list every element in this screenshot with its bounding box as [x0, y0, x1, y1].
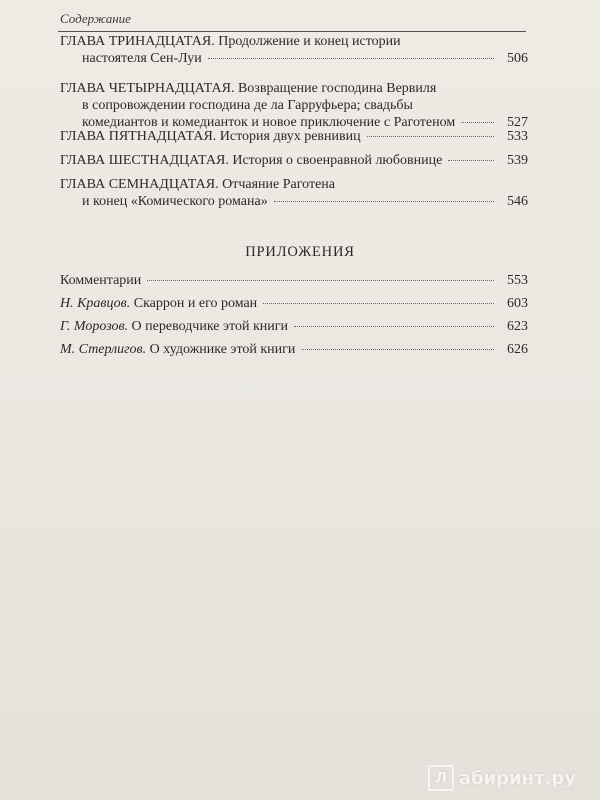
- toc-entry-chapter-13: [60, 33, 528, 67]
- page-number: 527: [507, 115, 528, 130]
- toc-entry-chapter-17: [60, 176, 528, 210]
- leader-dots: [208, 57, 494, 59]
- toc-line: Комментарии: [60, 273, 142, 288]
- toc-entry-chapter-16: [60, 152, 528, 169]
- page-number: 546: [507, 194, 528, 209]
- header-rule: [58, 31, 526, 32]
- leader-dots: [294, 325, 494, 327]
- page-number: 539: [507, 153, 528, 168]
- page-number: 553: [507, 273, 528, 288]
- toc-line: О переводчике этой книги: [131, 319, 288, 334]
- toc-entry-chapter-15: [60, 128, 528, 145]
- page-number: 603: [507, 296, 528, 311]
- leader-dots: [301, 348, 494, 350]
- leader-dots: [461, 121, 494, 123]
- labirint-logo-icon: Л: [428, 765, 454, 791]
- toc-entry-appendix: [60, 295, 528, 312]
- toc-line: и конец «Комического романа»: [82, 194, 268, 209]
- appendix-heading: ПРИЛОЖЕНИЯ: [245, 244, 355, 260]
- toc-entry-appendix: [60, 318, 528, 335]
- toc-line: ГЛАВА ШЕСТНАДЦАТАЯ. История о своенравной любовнице: [60, 153, 443, 168]
- watermark: [428, 765, 576, 791]
- toc-line: ГЛАВА ПЯТНАДЦАТАЯ. История двух ревнивиц: [60, 129, 361, 144]
- toc-line: в сопровождении господина де ла Гарруфьера; свадьбы: [82, 98, 413, 113]
- running-head: Содержание: [60, 11, 131, 26]
- toc-line: ГЛАВА ЧЕТЫРНАДЦАТАЯ. Возвращение господина Вервиля: [60, 81, 437, 96]
- leader-dots: [448, 159, 494, 161]
- author-name: Г. Морозов.: [60, 319, 129, 334]
- leader-dots: [367, 135, 494, 137]
- watermark-text: абиринт.ру: [458, 767, 576, 789]
- page-number: 506: [507, 51, 528, 66]
- toc-entry-chapter-14: [60, 80, 528, 131]
- toc-entry-appendix: [60, 341, 528, 358]
- toc-line: О художнике этой книги: [149, 342, 296, 357]
- toc-line: ГЛАВА СЕМНАДЦАТАЯ. Отчаяние Раготена: [60, 177, 335, 192]
- toc-line: Скаррон и его роман: [133, 296, 258, 311]
- toc-line: настоятеля Сен-Луи: [82, 51, 202, 66]
- toc-line: комедиантов и комедианток и новое приключение с Раготеном: [82, 115, 456, 130]
- page-number: 533: [507, 129, 528, 144]
- leader-dots: [263, 302, 494, 304]
- toc-entry-appendix: [60, 272, 528, 289]
- page-number: 626: [507, 342, 528, 357]
- leader-dots: [274, 200, 494, 202]
- toc-line: ГЛАВА ТРИНАДЦАТАЯ. Продолжение и конец истории: [60, 34, 401, 49]
- author-name: М. Стерлигов.: [60, 342, 147, 357]
- leader-dots: [147, 279, 494, 281]
- author-name: Н. Кравцов.: [60, 296, 131, 311]
- page-number: 623: [507, 319, 528, 334]
